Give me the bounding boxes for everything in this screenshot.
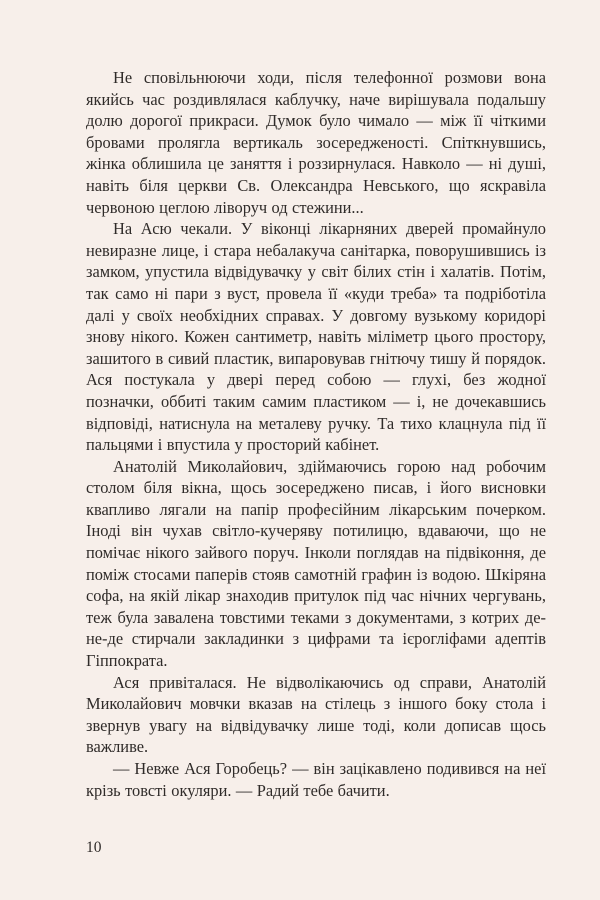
paragraph-4: Ася привіталася. Не відволікаючись од справи, Анатолій Миколайович мовчки вказав на стілець з іншого боку стола і звернув увагу на відвідувачку лише тоді, коли дописав щось важливе. (86, 672, 546, 757)
paragraph-2: На Асю чекали. У віконці лікарняних дверей промайнуло невиразне лице, і стара небалакуча санітарка, поворушившись із замком, упустила відвідувачку у світ білих стін і халатів. Потім, так само ні пари з вуст, провела її «куди треба» та подріботіла далі у своїх необхідних справах. У довгому вузькому коридорі знову нікого. Кожен сантиметр, навіть міліметр цього простору, зашитого в сивий пластик, випаровував гнітючу тишу й порядок. Ася постукала у двері перед собою — глухі, без жодної позначки, оббиті таким самим пластиком — і, не дочекавшись відповіді, натиснула на металеву ручку. Та тихо клацнула під її пальцями і впустила у просторий кабінет. (86, 219, 546, 455)
paragraph-1: Не сповільнюючи ходи, після телефонної розмови вона якийсь час роздивлялася каблучку, наче вирішувала подальшу долю дорогої прикраси. Думок було чимало — між її чіткими бровами пролягла вертикаль зосередженості. Спіткнувшись, жінка облишила це заняття і роззирнулася. Навколо — ні душі, навіть біля церкви Св. Олександра Невського, що яскравіла червоною цеглою ліворуч од стежини... (86, 68, 546, 217)
text-block (86, 67, 546, 801)
page-number: 10 (86, 839, 102, 856)
paragraph-5-dialogue: — Невже Ася Горобець? — він зацікавлено подивився на неї крізь товсті окуляри. — Радий тебе бачити. (86, 759, 546, 800)
paragraph-3: Анатолій Миколайович, здіймаючись горою над робочим столом біля вікна, щось зосереджено писав, і його висновки квапливо лягали на папір професійним лікарським почерком. Іноді він чухав світло-кучеряву потилицю, вдаваючи, що не помічає нікого зайвого поруч. Інколи поглядав на підвіконня, де поміж стосами паперів стояв самотній графин із водою. Шкіряна софа, на якій лікар знаходив притулок під час нічних чергувань, теж була завалена товстими теками з документами, з котрих де-не-де стирчали закладинки з цифрами та ієрогліфами адептів Гіппократа. (86, 456, 546, 671)
